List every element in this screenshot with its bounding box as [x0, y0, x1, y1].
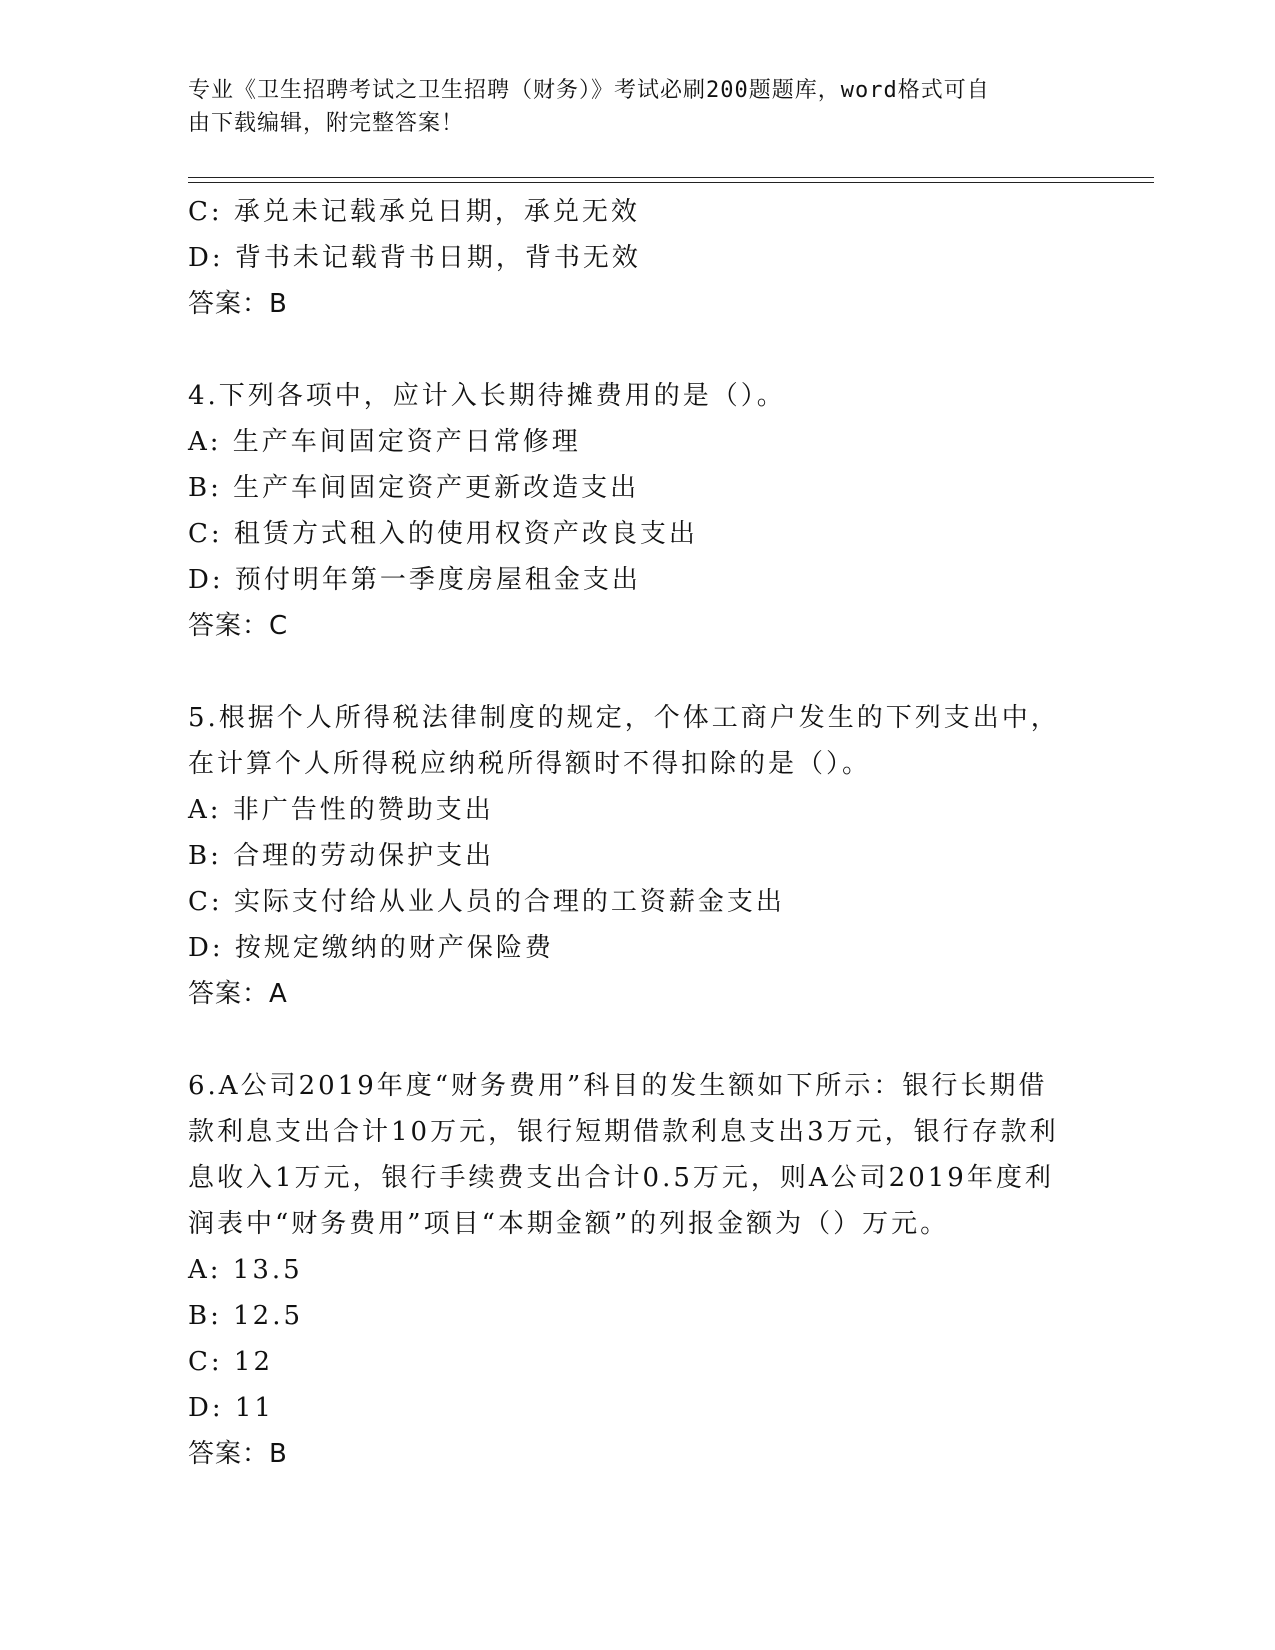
option-c: C: 租赁方式租入的使用权资产改良支出 — [188, 519, 698, 549]
question-6 — [188, 1063, 1088, 1477]
option-d: D: 预付明年第一季度房屋租金支出 — [188, 565, 641, 595]
option-b: B: 合理的劳动保护支出 — [188, 841, 495, 871]
answer: 答案：B — [188, 289, 288, 319]
option-b: B: 12.5 — [188, 1301, 304, 1331]
answer: 答案：C — [188, 611, 289, 641]
document-header — [188, 74, 1088, 140]
question-stem-line-1: 5.根据个人所得税法律制度的规定，个体工商户发生的下列支出中， — [188, 703, 1060, 733]
question-stem: 4.下列各项中，应计入长期待摊费用的是（）。 — [188, 381, 786, 411]
question-stem-line-1: 6.A公司2019年度“财务费用”科目的发生额如下所示：银行长期借 — [188, 1071, 1048, 1101]
option-d: D: 按规定缴纳的财产保险费 — [188, 933, 554, 963]
question-stem-line-3: 息收入1万元，银行手续费支出合计0.5万元，则A公司2019年度利 — [188, 1163, 1054, 1193]
answer: 答案：B — [188, 1439, 288, 1469]
option-d: D: 背书未记载背书日期，背书无效 — [188, 243, 641, 273]
question-4 — [188, 373, 1088, 649]
header-divider — [188, 177, 1154, 183]
option-c: C: 12 — [188, 1347, 274, 1377]
option-c: C: 实际支付给从业人员的合理的工资薪金支出 — [188, 887, 785, 917]
option-b: B: 生产车间固定资产更新改造支出 — [188, 473, 640, 503]
question-list — [188, 189, 1088, 1477]
header-line-1: 专业《卫生招聘考试之卫生招聘（财务）》考试必刷200题题库，word格式可自 — [188, 78, 990, 103]
spacer — [188, 1017, 1088, 1063]
spacer — [188, 327, 1088, 373]
question-stem-line-4: 润表中“财务费用”项目“本期金额”的列报金额为（）万元。 — [188, 1209, 950, 1239]
question-5 — [188, 695, 1088, 1017]
question-stem-line-2: 款利息支出合计10万元，银行短期借款利息支出3万元，银行存款利 — [188, 1117, 1059, 1147]
question-3-tail — [188, 189, 1088, 327]
spacer — [188, 649, 1088, 695]
option-d: D: 11 — [188, 1393, 274, 1423]
option-a: A: 生产车间固定资产日常修理 — [188, 427, 581, 457]
option-c: C: 承兑未记载承兑日期，承兑无效 — [188, 197, 640, 227]
header-line-2: 由下载编辑，附完整答案！ — [188, 111, 465, 136]
option-a: A: 13.5 — [188, 1255, 303, 1285]
answer: 答案：A — [188, 979, 288, 1009]
question-stem-line-2: 在计算个人所得税应纳税所得额时不得扣除的是（）。 — [188, 749, 872, 779]
option-a: A: 非广告性的赞助支出 — [188, 795, 494, 825]
